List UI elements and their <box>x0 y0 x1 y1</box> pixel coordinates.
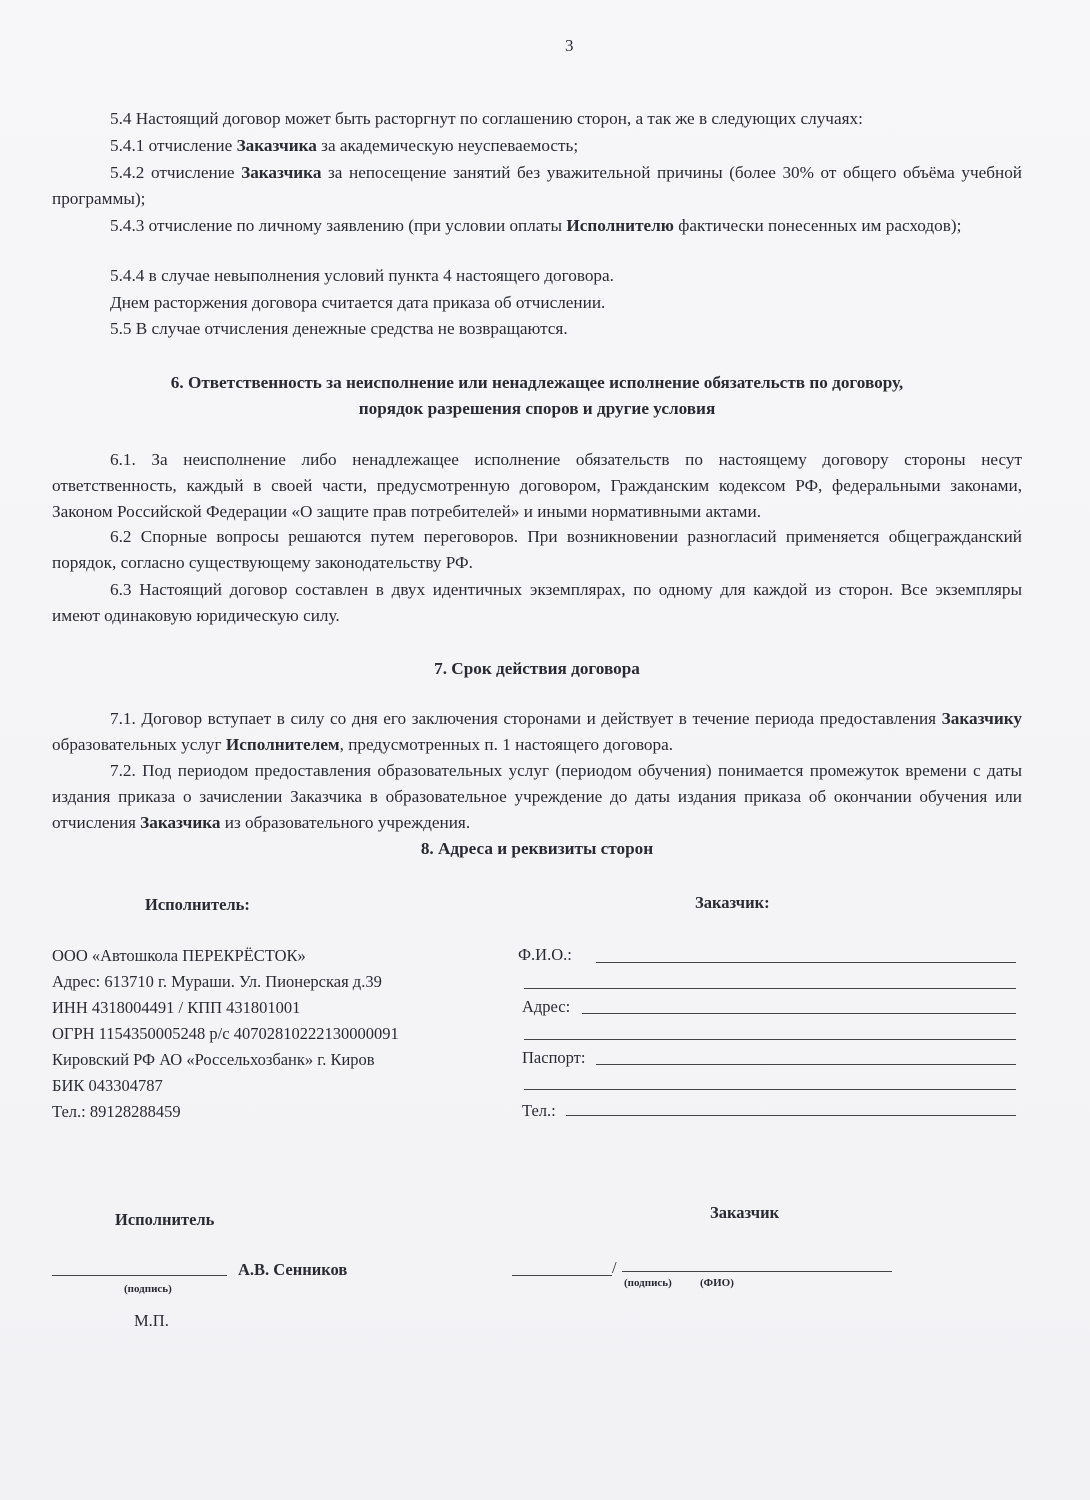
executor-name: А.В. Сенников <box>238 1260 348 1279</box>
customer-phone-label: Тел.: <box>522 1101 556 1120</box>
signature-slash: / <box>612 1258 617 1277</box>
customer-passport-line[interactable] <box>596 1064 1016 1065</box>
termination-day: Днем расторжения договора считается дата приказа об отчислении. <box>110 293 606 312</box>
customer-fio-label: Ф.И.О.: <box>518 945 572 964</box>
clause-7-1: 7.1. Договор вступает в силу со дня его заключения сторонами и действует в течение периода предоставления Заказчику образовательных услуг Исполнителем, предусмотренных п. 1 настоящего договора. <box>52 709 1022 754</box>
clause-5-4-3: 5.4.3 отчисление по личному заявлению (при условии оплаты Исполнителю фактически понесенных им расходов); <box>110 216 962 235</box>
executor-bank: Кировский РФ АО «Россельхозбанк» г. Киров <box>52 1050 375 1069</box>
clause-5-4: 5.4 Настоящий договор может быть расторгнут по соглашению сторон, а так же в следующих случаях: <box>110 109 863 128</box>
customer-fio-line-2[interactable] <box>524 988 1016 989</box>
clause-5-5: 5.5 В случае отчисления денежные средства не возвращаются. <box>110 319 568 338</box>
stamp-place: М.П. <box>134 1311 169 1330</box>
clause-5-4-4: 5.4.4 в случае невыполнения условий пункта 4 настоящего договора. <box>110 266 614 285</box>
customer-address-line[interactable] <box>582 1013 1016 1014</box>
customer-passport-line-2[interactable] <box>524 1089 1016 1090</box>
executor-sign-title: Исполнитель <box>115 1210 215 1229</box>
customer-label: Заказчик: <box>695 893 770 912</box>
section-8-heading: 8. Адреса и реквизиты сторон <box>420 839 654 858</box>
clause-6-1: 6.1. За неисполнение либо ненадлежащее исполнение обязательств по настоящему договору стороны несут ответственность, каждый в своей части, предусмотренную договором, Гражданским кодексом РФ, федеральными законами, Законом Российской Федерации «О защите прав потребителей» и иными нормативными актами. <box>52 450 1022 521</box>
customer-phone-line[interactable] <box>566 1115 1016 1116</box>
page-number: 3 <box>565 36 574 55</box>
executor-company: ООО «Автошкола ПЕРЕКРЁСТОК» <box>52 946 306 965</box>
customer-fio-caption: (ФИО) <box>700 1277 734 1289</box>
clause-6-3: 6.3 Настоящий договор составлен в двух идентичных экземплярах, по одному для каждой из сторон. Все экземпляры имеют одинаковую юридическую силу. <box>52 580 1022 625</box>
customer-signature-line[interactable] <box>512 1275 612 1276</box>
executor-bik: БИК 043304787 <box>52 1076 163 1095</box>
section-6-heading-line2: порядок разрешения споров и другие условия <box>358 399 716 418</box>
customer-address-label: Адрес: <box>522 997 571 1016</box>
clause-6-2: 6.2 Спорные вопросы решаются путем переговоров. При возникновении разногласий применяется общегражданский порядок, согласно существующему законодательству РФ. <box>52 527 1022 572</box>
customer-address-line-2[interactable] <box>524 1039 1016 1040</box>
section-7-heading: 7. Срок действия договора <box>434 659 640 678</box>
customer-fio-sign-line[interactable] <box>622 1271 892 1272</box>
section-6-heading-line1: 6. Ответственность за неисполнение или ненадлежащее исполнение обязательств по договору, <box>170 373 904 392</box>
executor-signature-line[interactable] <box>52 1275 227 1276</box>
customer-fio-line[interactable] <box>596 962 1016 963</box>
clause-5-4-2: 5.4.2 отчисление Заказчика за непосещение занятий без уважительной причины (более 30% от общего объёма учебной программы); <box>52 163 1022 208</box>
executor-ogrn: ОГРН 1154350005248 р/с 40702810222130000091 <box>52 1024 399 1043</box>
customer-signature-caption: (подпись) <box>624 1277 672 1289</box>
executor-address: Адрес: 613710 г. Мураши. Ул. Пионерская д.39 <box>52 972 382 991</box>
executor-label: Исполнитель: <box>145 895 250 914</box>
clause-7-2: 7.2. Под периодом предоставления образовательных услуг (периодом обучения) понимается промежуток времени с даты издания приказа о зачислении Заказчика в образовательное учреждение до даты издания приказа об окончании обучения или отчисления Заказчика из образовательного учреждения. <box>52 761 1022 832</box>
executor-signature-caption: (подпись) <box>124 1283 172 1295</box>
customer-passport-label: Паспорт: <box>522 1048 586 1067</box>
executor-phone: Тел.: 89128288459 <box>52 1102 181 1121</box>
clause-5-4-1: 5.4.1 отчисление Заказчика за академическую неуспеваемость; <box>110 136 579 155</box>
customer-sign-title: Заказчик <box>710 1203 780 1222</box>
executor-inn: ИНН 4318004491 / КПП 431801001 <box>52 998 301 1017</box>
